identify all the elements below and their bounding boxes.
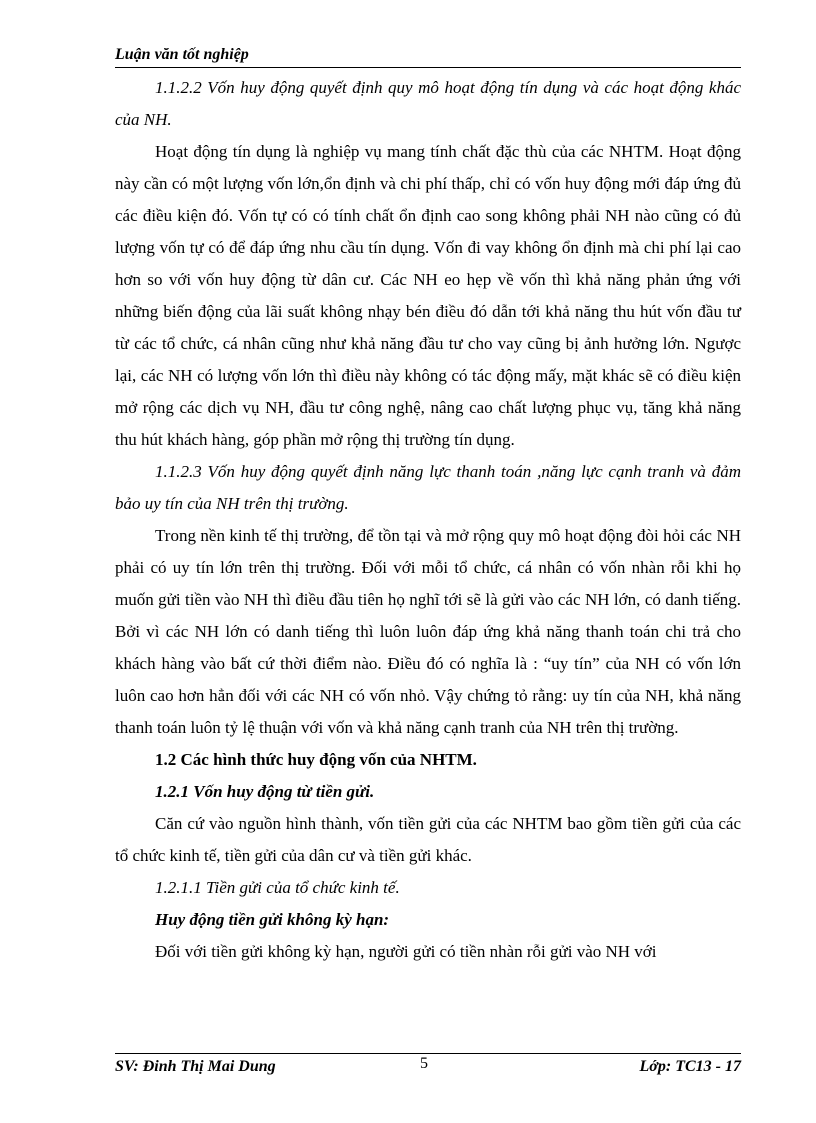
- paragraph-credit-activity: Hoạt động tín dụng là nghiệp vụ mang tính chất đặc thù của các NHTM. Hoạt động này cần có một lượng vốn lớn,ổn định và chi phí thấp, chỉ có vốn huy động mới đáp ứng đủ các điều kiện đó. Vốn tự có có tính chất ổn định cao song không phải NH nào cũng có đủ lượng vốn tự có để đáp ứng nhu cầu tín dụng. Vốn đi vay không ổn định mà chi phí lại cao hơn so với vốn huy động từ dân cư. Các NH eo hẹp về vốn thì khả năng phản ứng với những biến động của lãi suất không nhạy bén điều đó dẫn tới khả năng thu hút vốn đầu tư từ các tổ chức, cá nhân cũng như khả năng đầu tư cho vay cũng bị ảnh hưởng lớn. Ngược lại, các NH có lượng vốn lớn thì điều này không có tác động mấy, mặt khác sẽ có điều kiện mở rộng các dịch vụ NH, đầu tư công nghệ, nâng cao chất lượng phục vụ, tăng khả năng thu hút khách hàng, góp phần mở rộng thị trường tín dụng.: [115, 142, 741, 449]
- paragraph-demand-deposits: Đối với tiền gửi không kỳ hạn, người gửi có tiền nhàn rỗi gửi vào NH với: [155, 942, 657, 961]
- paragraph-market-reputation: Trong nền kinh tế thị trường, để tồn tại và mở rộng quy mô hoạt động đòi hỏi các NH phải có uy tín lớn trên thị trường. Đối với mỗi tổ chức, cá nhân có vốn nhàn rỗi khi họ muốn gửi tiền vào NH thì điều đầu tiên họ nghĩ tới sẽ là gửi vào các NH lớn, có danh tiếng. Bởi vì các NH lớn có danh tiếng thì luôn luôn đáp ứng khả năng thanh toán chi trả cho khách hàng vào bất cứ thời điểm nào. Điều đó có nghĩa là : “uy tín” của NH có vốn lớn luôn cao hơn hẳn đối với các NH có vốn nhỏ. Vậy chứng tỏ rằng: uy tín của NH, khả năng thanh toán luôn tỷ lệ thuận với vốn và khả năng cạnh tranh của NH trên thị trường.: [115, 526, 741, 737]
- section-heading-1-1-2-2: 1.1.2.2 Vốn huy động quyết định quy mô hoạt động tín dụng và các hoạt động khác của NH.: [115, 78, 741, 129]
- section-heading-1-2-1-1: 1.2.1.1 Tiền gửi của tổ chức kinh tế.: [155, 878, 400, 897]
- paragraph-deposit-sources: Căn cứ vào nguồn hình thành, vốn tiền gửi của các NHTM bao gồm tiền gửi của các tổ chức kinh tế, tiền gửi của dân cư và tiền gửi khác.: [115, 814, 741, 865]
- footer-student-name: SV: Đinh Thị Mai Dung: [115, 1058, 276, 1075]
- document-body: [115, 72, 741, 968]
- section-heading-1-1-2-3: 1.1.2.3 Vốn huy động quyết định năng lực thanh toán ,năng lực cạnh tranh và đảm bảo uy tín của NH trên thị trường.: [115, 462, 741, 513]
- footer-class: Lớp: TC13 - 17: [639, 1058, 741, 1075]
- section-heading-1-2: 1.2 Các hình thức huy động vốn của NHTM.: [155, 750, 477, 769]
- footer-divider: [115, 1053, 741, 1054]
- header-divider: [115, 67, 741, 68]
- header-title: Luận văn tốt nghiệp: [115, 46, 249, 63]
- section-heading-1-2-1: 1.2.1 Vốn huy động từ tiền gửi.: [155, 782, 375, 801]
- footer-page-number: 5: [420, 1055, 428, 1072]
- subheading-demand-deposits: Huy động tiền gửi không kỳ hạn:: [155, 910, 390, 929]
